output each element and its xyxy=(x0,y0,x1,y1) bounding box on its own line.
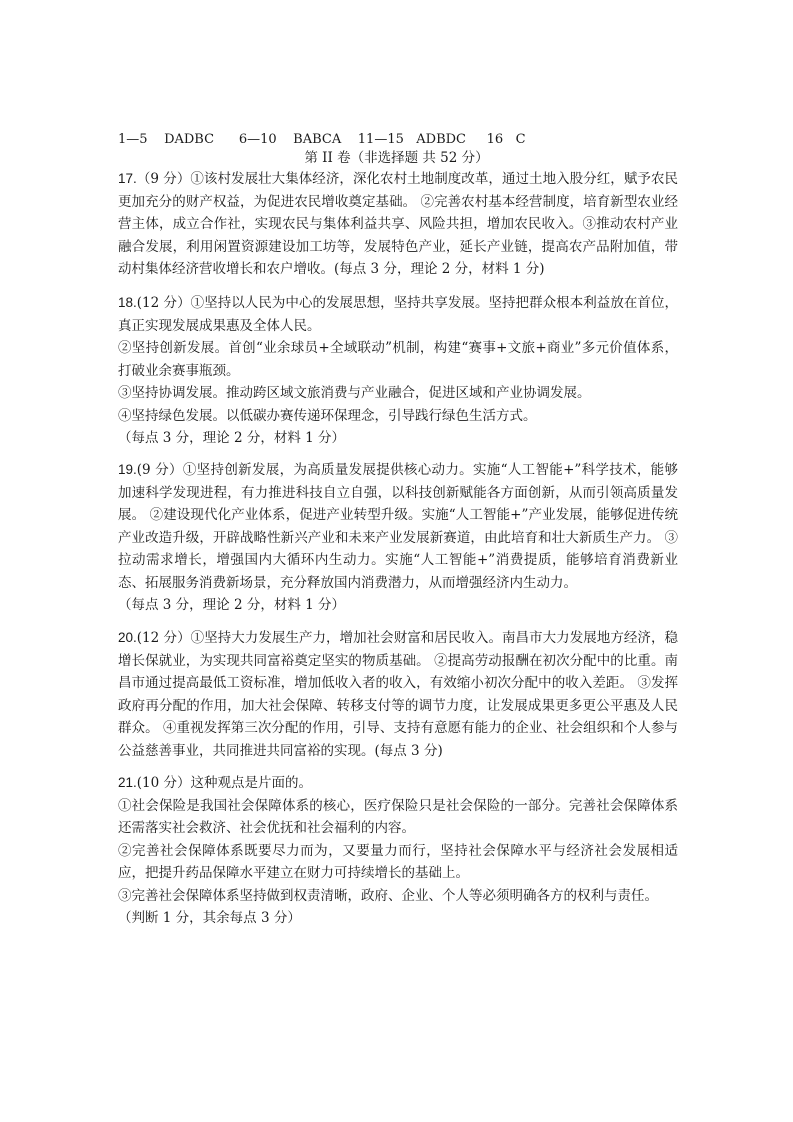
paragraph xyxy=(118,627,678,762)
question-17 xyxy=(118,168,678,281)
answer-text: （9 分）①该村发展壮大集体经济，深化农村土地制度改革，通过土地入股分红，赋予农民更加充分的财产权益，为促进农民增收奠定基础。 ②完善农村基本经营制度，培育新型农业经营主体，成立合作社，实现农民与集体利益共享、风险共担，增加农民收入。③推动农村产业融合发展，利用闲置资源建设加工坊等，发展特色产业，延长产业链，提高农产品附加值，带动村集体经济营收增长和农户增收。(每点 3 分，理论 2 分，材料 1 分) xyxy=(118,171,678,277)
question-number: 17. xyxy=(118,171,137,186)
paragraph xyxy=(118,292,678,337)
answer-text: (9 分）①坚持创新发展，为高质量发展提供核心动力。实施“人工智能+”科学技术，能够加速科学发现进程，有力推进科技自立自强，以科技创新赋能各方面创新，从而引领高质量发展。 ②建设现代化产业体系，促进产业转型升级。实施“人工智能+”产业发展，能够促进传统产业改造升级，开辟战略性新兴产业和未来产业发展新赛道，由此培育和壮大新质生产力。 ③拉动需求增长，增强国内大循环内生动力。实施“人工智能+”消费提质，能够培育消费新业态、拓展服务消费新场景，充分释放国内消费潜力，从而增强经济内生动力。 xyxy=(118,462,678,591)
paragraph: ②完善社会保障体系既要尽力而为，又要量力而行，坚持社会保障水平与经济社会发展相适应，把提升药品保障水平建立在财力可持续增长的基础上。 xyxy=(118,842,678,881)
paragraph: ①社会保险是我国社会保障体系的核心，医疗保险只是社会保险的一部分。完善社会保障体系还需落实社会救济、社会优抚和社会福利的内容。 xyxy=(118,797,678,836)
question-18 xyxy=(118,292,678,450)
paragraph: ③完善社会保障体系坚持做到权责清晰，政府、企业、个人等必须明确各方的权利与责任。 xyxy=(118,887,658,904)
paragraph xyxy=(118,772,678,795)
paragraph xyxy=(118,459,678,594)
question-21 xyxy=(118,772,678,930)
question-number: 21. xyxy=(118,775,137,790)
paragraph: ③坚持协调发展。推动跨区域文旅消费与产业融合，促进区域和产业协调发展。 xyxy=(118,385,591,401)
question-number: 20. xyxy=(118,630,137,645)
question-number: 19. xyxy=(118,462,137,477)
paragraph: （每点 3 分，理论 2 分，材料 1 分） xyxy=(118,430,346,446)
paragraph: （判断 1 分，其余每点 3 分） xyxy=(118,910,301,926)
paragraph xyxy=(118,168,678,281)
answer-key: 1—5 DADBC 6—10 BABCA 11—15 ADBDC 16 C xyxy=(118,132,526,147)
answer-text: (12 分）①坚持以人民为中心的发展思想，坚持共享发展。坚持把群众根本利益放在首位，真正实现发展成果惠及全体人民。 xyxy=(118,295,678,334)
paragraph: （每点 3 分，理论 2 分，材料 1 分） xyxy=(118,597,346,613)
paragraph: ④坚持绿色发展。以低碳办赛传递环保理念，引导践行绿色生活方式。 xyxy=(118,407,537,424)
answer-text: (12 分）①坚持大力发展生产力，增加社会财富和居民收入。南昌市大力发展地方经济，稳增长保就业，为实现共同富裕奠定坚实的物质基础。 ②提高劳动报酬在初次分配中的比重。南昌市通过提高最低工资标准，增加低收入者的收入，有效缩小初次分配中的收入差距。 ③发挥政府再分配的作用，加大社会保障、转移支付等的调节力度，让发展成果更多更公平惠及人民群众。 ④重视发挥第三次分配的作用，引导、支持有意愿有能力的企业、社会组织和个人参与公益慈善事业，共同推进共同富裕的实现。(每点 3 分) xyxy=(118,630,678,759)
question-19 xyxy=(118,459,678,617)
section-title: 第 II 卷（非选择题 共 52 分） xyxy=(304,150,489,166)
question-number: 18. xyxy=(118,295,137,310)
paragraph: ②坚持创新发展。首创“业余球员+全域联动”机制，构建“赛事+文旅+商业”多元价值体系，打破业余赛事瓶颈。 xyxy=(118,340,678,379)
answer-text: (10 分）这种观点是片面的。 xyxy=(136,775,313,791)
question-20 xyxy=(118,627,678,762)
